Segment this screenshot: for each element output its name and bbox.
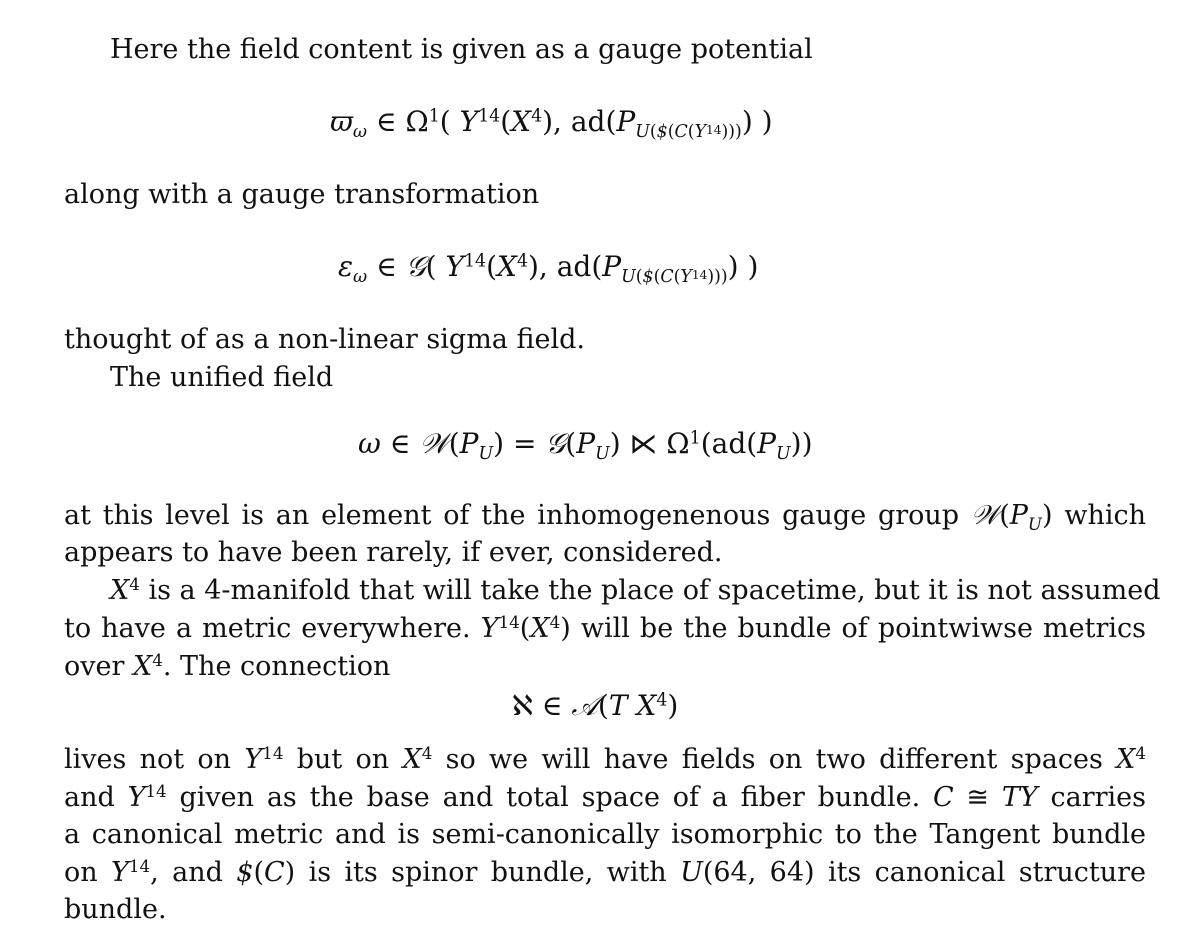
text-bundle: bundle. (64, 894, 167, 925)
text-the-connection: . The connection (162, 651, 391, 682)
paragraph-line (110, 360, 333, 396)
text-gauge-transformation-intro: along with a gauge transformation (64, 179, 540, 210)
text-lives-not-on: lives not on (64, 744, 232, 775)
text-and: and (64, 782, 115, 813)
text-spinor-bundle: is its spinor bundle, with (308, 857, 667, 888)
text-which: which (1064, 500, 1146, 531)
paragraph-line: lives not on $Y^{14}$ but on $X^4$ so we will have fields on two different spaces $X^4$ (64, 742, 1146, 775)
text-carries: carries (1050, 782, 1146, 813)
paragraph-line (64, 322, 585, 358)
paragraph-line (64, 535, 722, 571)
paragraph-line: and $Y^{14}$ given as the base and total space of a fiber bundle. C ≅ TY carries (64, 780, 1146, 813)
text-base-total-space: given as the base and total space of a fiber bundle. (179, 782, 921, 813)
text-over: over (64, 651, 125, 682)
text-two-spaces: so we will have fields on two different spaces (445, 744, 1103, 775)
paragraph-line: on $Y^{14}$, and $(C) is its spinor bundle, with U(64, 64) its canonical structure (64, 855, 1146, 888)
paragraph-line: $X^4$ is a 4-manifold that will take the place of spacetime, but it is not assumed (110, 573, 1161, 606)
paragraph-line: to have a metric everywhere. $Y^{14}(X^4)$ will be the bundle of pointwiwse metrics (64, 611, 1146, 644)
text-structure: its canonical structure (827, 857, 1146, 888)
text-rarely-considered: appears to have been rarely, if ever, considered. (64, 537, 723, 568)
text-four-manifold: is a 4-manifold that will take the place of spacetime, but it is not assumed (148, 575, 1161, 606)
paragraph-line (110, 32, 813, 68)
paragraph-line: over $X^4$. The connection (64, 649, 391, 682)
text-but-on: but on (296, 744, 390, 775)
text-pointwise-metrics: will be the bundle of pointwiwse metrics (580, 613, 1146, 644)
paragraph-line (64, 177, 539, 213)
paragraph-line: at this level is an element of the inhomogenenous gauge group $𝒲(P_U)$ which (64, 500, 1146, 534)
text-inhomogeneous-group: at this level is an element of the inhomogenenous gauge group (64, 500, 960, 531)
equation-gauge-transformation: $\varepsilon_\omega$ ∈ 𝒢( $Y^{14}(X^4)$, $ad(P_{U(\$(C(Y14)))})$ ) (338, 250, 759, 288)
text-canonical-metric: a canonical metric and is semi-canonically isomorphic to the Tangent bundle (64, 819, 1146, 850)
text-metric-everywhere: to have a metric everywhere. (64, 613, 471, 644)
text-unified-field: The unified field (110, 362, 334, 393)
equation-connection: ℵ ∈ 𝒜(T $X^4$) (512, 689, 679, 722)
paragraph-line (64, 892, 167, 928)
equation-gauge-potential: $ϖ_\omega$ ∈ $\Omega^1$( $Y^{14}(X^4)$, $ad(P_{U(\$(C(Y14)))})$ ) (330, 105, 773, 143)
text-gauge-potential-intro: Here the field content is given as a gauge potential (110, 34, 813, 65)
text-sigma-field: thought of as a non-linear sigma field. (64, 324, 585, 355)
paragraph-line (64, 817, 1146, 853)
text-on: on (64, 857, 98, 888)
equation-unified-field: ω ∈ $𝒲(P_U)$ = $𝒢(P_U)$ ⋉ $\Omega^1(ad(P_U))$ (358, 427, 813, 465)
text-comma-and: , and (150, 857, 223, 888)
